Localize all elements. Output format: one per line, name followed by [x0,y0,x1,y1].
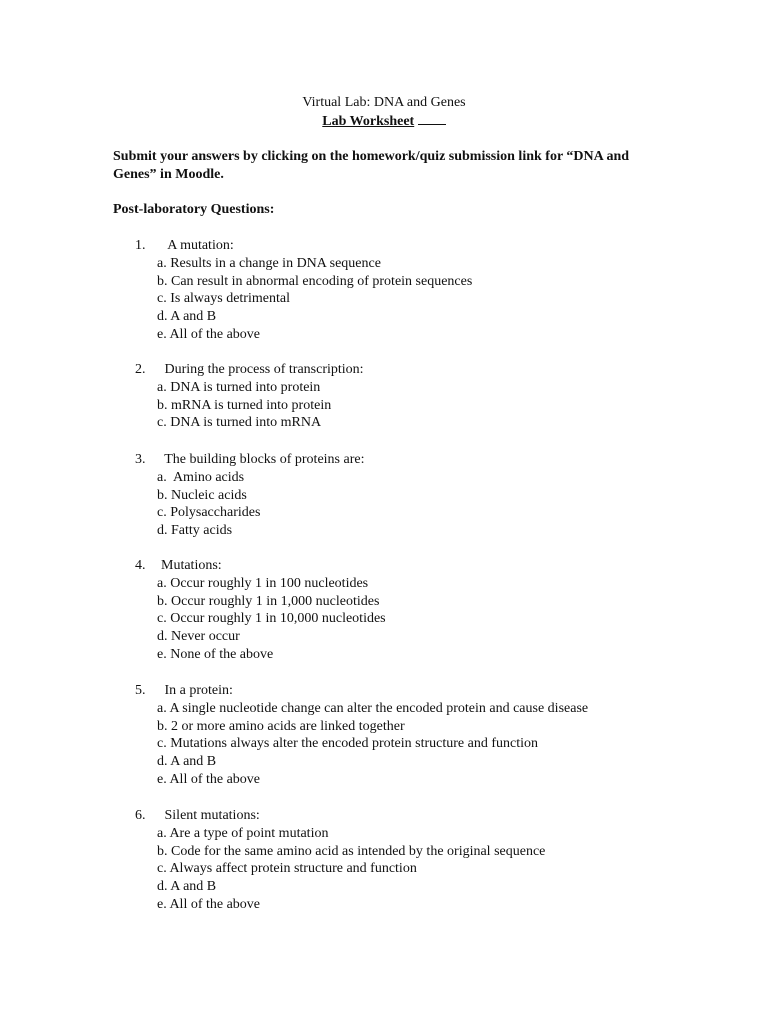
answer-options [135,469,695,540]
question-header [135,682,695,700]
question-text: In a protein: [161,683,233,698]
answer-option: b. Nucleic acids [157,487,247,503]
question-text: A mutation: [161,238,234,253]
answer-option: b. mRNA is turned into protein [157,397,332,413]
submission-instructions: Submit your answers by clicking on the homework/quiz submission link for “DNA and Genes” in Moodle. [113,149,630,182]
question-3 [135,451,695,540]
answer-option: a. DNA is turned into protein [157,379,321,395]
question-1 [135,237,695,344]
answer-option: a. Are a type of point mutation [157,825,329,841]
answer-option: c. Is always detrimental [157,291,290,307]
question-4 [135,557,695,664]
answer-option: b. 2 or more amino acids are linked together [157,718,405,734]
question-header [135,237,695,255]
question-number: 6. [135,808,146,823]
answer-option: d. A and B [157,754,217,770]
answer-options [135,379,695,432]
answer-option: c. DNA is turned into mRNA [157,415,322,431]
answer-option: b. Occur roughly 1 in 1,000 nucleotides [157,593,380,609]
answer-option: e. All of the above [157,896,261,912]
question-text: Silent mutations: [161,808,260,823]
answer-options [135,255,695,344]
answer-option: a. A single nucleotide change can alter the encoded protein and cause disease [157,700,589,716]
question-text: Mutations: [161,558,222,573]
question-number: 3. [135,452,146,467]
answer-option: a. Results in a change in DNA sequence [157,255,381,271]
question-number: 5. [135,683,146,698]
document-title: Virtual Lab: DNA and Genes [302,95,466,110]
question-2 [135,361,695,432]
answer-option: d. A and B [157,879,217,895]
subtitle-underline [418,112,446,125]
question-header [135,361,695,379]
question-number: 1. [135,238,146,253]
answer-option: d. A and B [157,309,217,325]
question-header [135,451,695,469]
answer-options [135,575,695,664]
question-text: The building blocks of proteins are: [161,452,365,467]
subtitle-text: Lab Worksheet [322,114,415,129]
answer-option: c. Polysaccharides [157,505,261,521]
section-heading: Post-laboratory Questions: [113,202,275,217]
answer-option: b. Can result in abnormal encoding of protein sequences [157,273,473,289]
answer-option: e. All of the above [157,326,261,342]
question-header [135,557,695,575]
answer-option: e. None of the above [157,646,274,662]
question-5 [135,682,695,789]
answer-option: a. Occur roughly 1 in 100 nucleotides [157,575,369,591]
document-subtitle [0,112,768,131]
answer-option: d. Never occur [157,629,240,645]
answer-option: d. Fatty acids [157,523,233,539]
answer-option: b. Code for the same amino acid as intended by the original sequence [157,843,546,859]
question-text: During the process of transcription: [161,362,364,377]
question-number: 4. [135,558,146,573]
answer-option: a. Amino acids [157,469,245,485]
answer-options [135,825,695,914]
answer-option: c. Always affect protein structure and function [157,861,417,877]
answer-option: c. Occur roughly 1 in 10,000 nucleotides [157,611,386,627]
answer-option: e. All of the above [157,771,261,787]
answer-options [135,700,695,789]
question-6 [135,807,695,914]
question-header [135,807,695,825]
answer-option: c. Mutations always alter the encoded protein structure and function [157,736,538,752]
question-number: 2. [135,362,146,377]
